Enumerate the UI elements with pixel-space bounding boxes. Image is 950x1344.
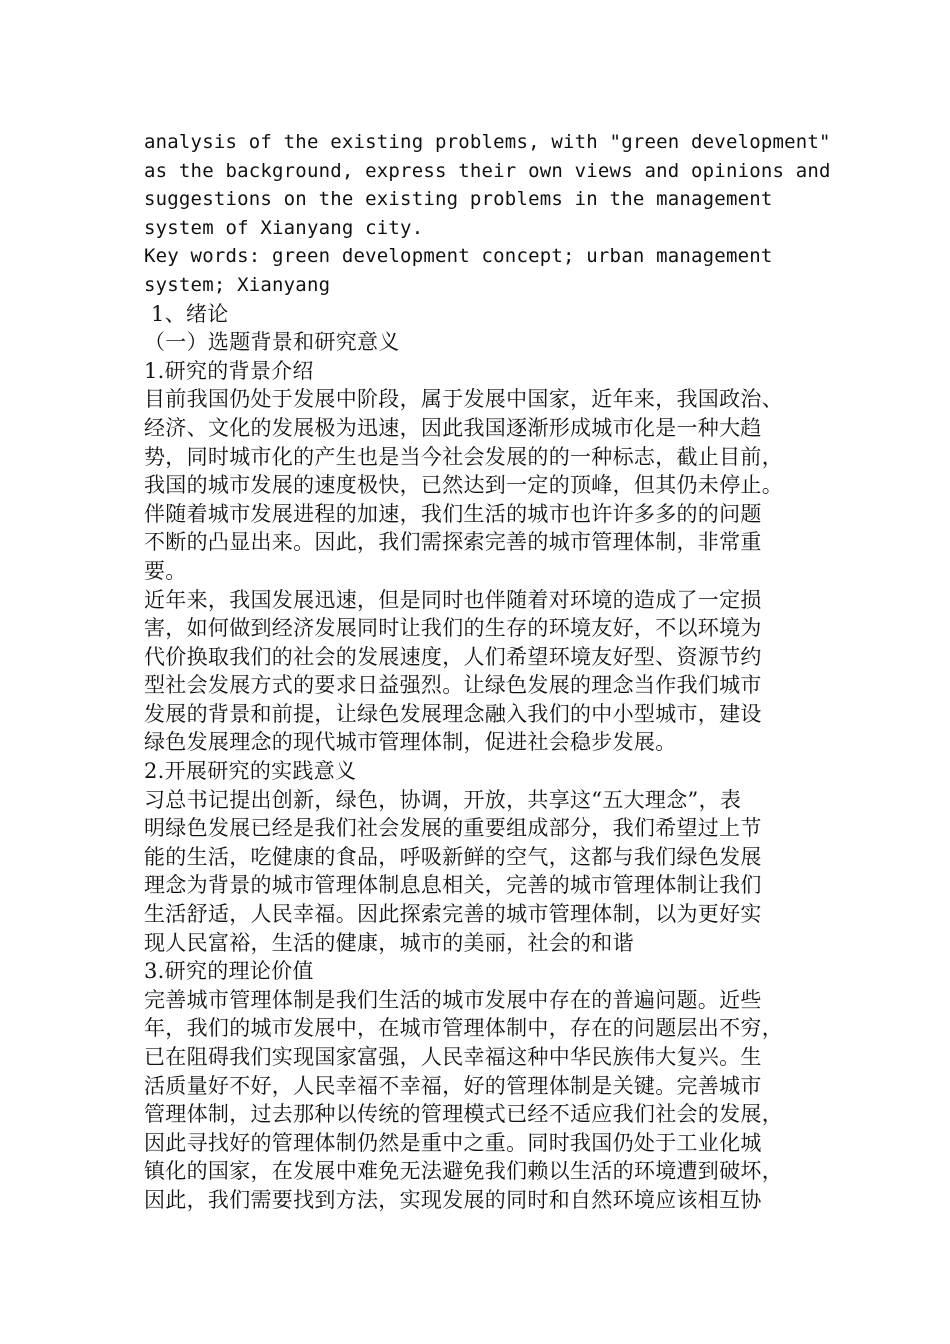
- paragraph-line: 完善城市管理体制是我们生活的城市发展中存在的普遍问题。近些: [144, 987, 762, 1012]
- paragraph-line: 明绿色发展已经是我们社会发展的重要组成部分，我们希望过上节: [144, 816, 762, 841]
- paragraph: [144, 586, 816, 758]
- paragraph-line: 年，我们的城市发展中，在城市管理体制中，存在的问题层出不穷，: [144, 1016, 783, 1041]
- paragraph-line: 目前我国仍处于发展中阶段，属于发展中国家，近年来，我国政治、: [144, 387, 783, 412]
- abstract-line: system of Xianyang city.: [144, 216, 424, 239]
- paragraph-line: 理念为背景的城市管理体制息息相关，完善的城市管理体制让我们: [144, 873, 762, 898]
- paragraph: [144, 385, 816, 585]
- paragraph-line: 伴随着城市发展进程的加速，我们生活的城市也许许多多的的问题: [144, 501, 762, 526]
- section-heading: （一）选题背景和研究意义: [144, 330, 400, 355]
- paragraph-line: 能的生活，吃健康的食品，呼吸新鲜的空气，这都与我们绿色发展: [144, 844, 762, 869]
- paragraph-line: 管理体制，过去那种以传统的管理模式已经不适应我们社会的发展，: [144, 1102, 783, 1127]
- paragraph-line: 习总书记提出创新，绿色，协调，开放，共享这“五大理念”，表: [144, 787, 742, 812]
- paragraph-line: 要。: [144, 558, 187, 583]
- paragraph-line: 绿色发展理念的现代城市管理体制，促进社会稳步发展。: [144, 730, 677, 755]
- paragraph-line: 经济、文化的发展极为迅速，因此我国逐渐形成城市化是一种大趋: [144, 415, 762, 440]
- abstract-line: suggestions on the existing problems in the management: [144, 188, 773, 211]
- paragraph: [144, 786, 816, 958]
- paragraph-line: 势，同时城市化的产生也是当今社会发展的的一种标志，截止目前，: [144, 444, 783, 469]
- paragraph-line: 近年来，我国发展迅速，但是同时也伴随着对环境的造成了一定损: [144, 587, 762, 612]
- keywords-line: system; Xianyang: [144, 273, 331, 296]
- paragraph-line: 生活舒适，人民幸福。因此探索完善的城市管理体制，以为更好实: [144, 902, 762, 927]
- paragraph-line: 镇化的国家，在发展中难免无法避免我们赖以生活的环境遭到破坏，: [144, 1159, 783, 1184]
- paragraph-line: 型社会发展方式的要求日益强烈。让绿色发展的理念当作我们城市: [144, 673, 762, 698]
- abstract-english: [144, 128, 831, 242]
- paragraph-line: 代价换取我们的社会的发展速度，人们希望环境友好型、资源节约: [144, 644, 762, 669]
- chapter-heading: 1、绪论: [144, 301, 229, 326]
- paragraph-line: 因此，我们需要找到方法，实现发展的同时和自然环境应该相互协: [144, 1187, 762, 1212]
- paragraph-line: 现人民富裕，生活的健康，城市的美丽，社会的和谐: [144, 930, 634, 955]
- keywords-line: Key words: green development concept; urban management: [144, 245, 773, 268]
- paragraph-line: 已在阻碍我们实现国家富强，人民幸福这种中华民族伟大复兴。生: [144, 1045, 762, 1069]
- paragraph-line: 我国的城市发展的速度极快，已然达到一定的顶峰，但其仍未停止。: [144, 473, 783, 498]
- paragraph: [144, 986, 816, 1215]
- paragraph-line: 不断的凸显出来。因此，我们需探索完善的城市管理体制，非常重: [144, 530, 762, 555]
- paragraph-line: 活质量好不好，人民幸福不幸福，好的管理体制是关键。完善城市: [144, 1073, 762, 1098]
- document-body: [144, 128, 831, 1215]
- subsection-heading: 3.研究的理论价值: [144, 959, 314, 984]
- keywords: [144, 242, 816, 299]
- subsection-heading: 1.研究的背景介绍: [144, 358, 314, 383]
- abstract-line: analysis of the existing problems, with "green development": [144, 131, 831, 153]
- subsection-heading: 2.开展研究的实践意义: [144, 759, 357, 784]
- paragraph-line: 害，如何做到经济发展同时让我们的生存的环境友好，不以环境为: [144, 616, 762, 641]
- paragraph-line: 因此寻找好的管理体制仍然是重中之重。同时我国仍处于工业化城: [144, 1130, 762, 1155]
- abstract-line: as the background, express their own views and opinions and: [144, 159, 831, 182]
- paragraph-line: 发展的背景和前提，让绿色发展理念融入我们的中小型城市，建设: [144, 701, 762, 726]
